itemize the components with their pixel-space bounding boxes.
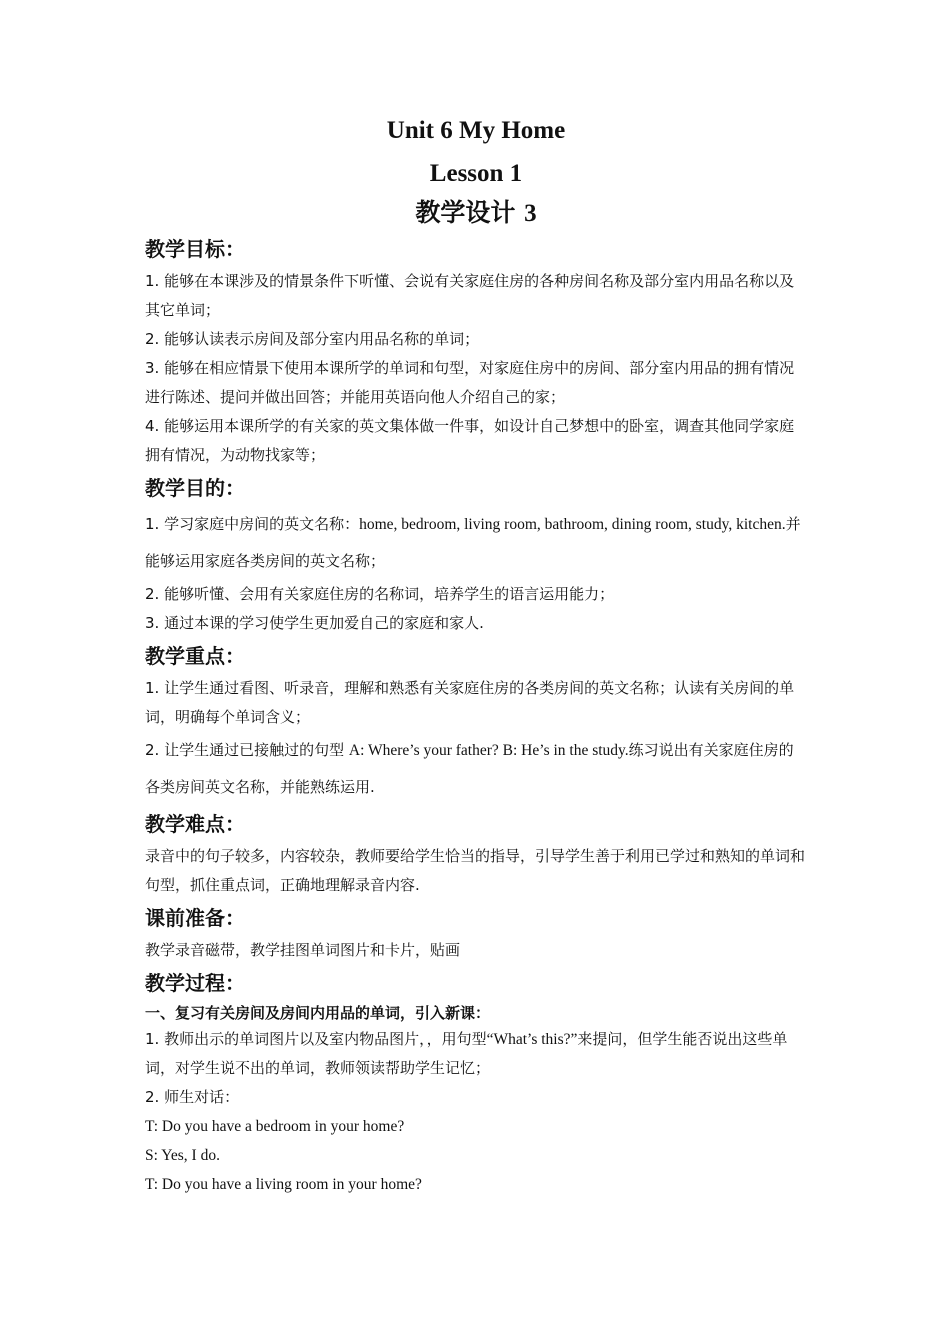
preparation-text: 教学录音磁带，教学挂图单词图片和卡片，贴画	[145, 941, 461, 959]
process-step-1-en: “What’s this?”	[486, 1031, 578, 1048]
design-title-cn: 教学设计	[415, 198, 516, 227]
process-step-2: 2. 师生对话：	[145, 1088, 240, 1106]
difficulties-text: 录音中的句子较多，内容较杂，教师要给学生恰当的指导，引导学生善于利用已学过和熟知的单词和句型，抓住重点词，正确地理解录音内容.	[145, 847, 806, 894]
purpose-item-1	[145, 506, 807, 580]
objectives-heading: 教学目标：	[145, 237, 245, 261]
purpose-heading: 教学目的：	[145, 476, 245, 500]
dialog-line: S: Yes, I do.	[145, 1147, 220, 1164]
key-points-heading: 教学重点：	[145, 644, 245, 668]
purpose-item-1-cn: 1. 学习家庭中房间的英文名称：	[145, 515, 360, 533]
preparation-heading: 课前准备：	[145, 906, 245, 930]
purpose-item-2: 2. 能够听懂、会用有关家庭住房的名称词，培养学生的语言运用能力；	[145, 585, 615, 603]
objective-item-3: 3. 能够在相应情景下使用本课所学的单词和句型，对家庭住房中的房间、部分室内用品的拥有情况进行陈述、提问并做出回答；并能用英语向他人介绍自己的家；	[145, 359, 795, 406]
key-point-item-2-cn: 2. 让学生通过已接触过的句型	[145, 741, 345, 759]
design-title	[145, 198, 807, 229]
purpose-item-1-cn2: 并能够运用家庭各类房间的英文名称；	[145, 515, 801, 570]
lesson-title: Lesson 1	[429, 160, 523, 187]
objective-item-1: 1. 能够在本课涉及的情景条件下听懂、会说有关家庭住房的各种房间名称及部分室内用品名称以及其它单词；	[145, 272, 795, 319]
key-point-item-1: 1. 让学生通过看图、听录音，理解和熟悉有关家庭住房的各类房间的英文名称；认读有关房间的单词，明确每个单词含义；	[145, 679, 795, 726]
dialog-line: T: Do you have a living room in your home?	[145, 1176, 422, 1193]
dialog-line: T: Do you have a bedroom in your home?	[145, 1118, 405, 1135]
unit-title: Unit 6 My Home	[386, 117, 566, 144]
purpose-item-1-en: home, bedroom, living room, bathroom, dining room, study, kitchen.	[359, 516, 786, 533]
key-point-item-2-cn2: 练习说出有关家庭住房的各类房间英文名称，并能熟练运用.	[145, 741, 794, 796]
difficulties-heading: 教学难点：	[145, 812, 245, 836]
process-heading: 教学过程：	[145, 971, 245, 995]
key-point-item-2	[145, 732, 807, 806]
design-title-number: 3	[524, 200, 537, 227]
objective-item-2: 2. 能够认读表示房间及部分室内用品名称的单词；	[145, 330, 480, 348]
document-page	[145, 112, 807, 1199]
purpose-item-3: 3. 通过本课的学习使学生更加爱自己的家庭和家人.	[145, 614, 484, 632]
objective-item-4: 4. 能够运用本课所学的有关家的英文集体做一件事，如设计自己梦想中的卧室，调查其他同学家庭拥有情况，为动物找家等；	[145, 417, 795, 464]
process-step-1	[145, 1025, 807, 1083]
process-subheading: 一、复习有关房间及房间内用品的单词，引入新课：	[145, 1004, 491, 1022]
key-point-item-2-en: A: Where’s your father? B: He’s in the study.	[348, 742, 629, 759]
process-step-1-cn: 1. 教师出示的单词图片以及室内物品图片，，用句型	[145, 1030, 487, 1048]
process-step-1-cn2: 来提问，但学生能否说出这些单词，对学生说不出的单词，教师领读帮助学生记忆；	[145, 1030, 788, 1077]
